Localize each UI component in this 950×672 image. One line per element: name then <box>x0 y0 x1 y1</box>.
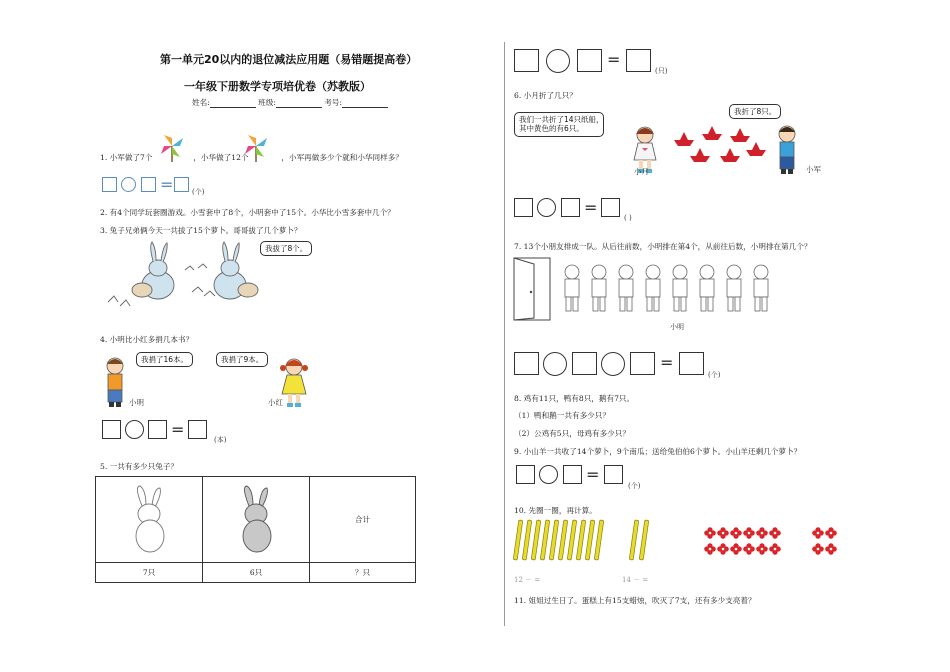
count-cell-blank[interactable]: ？只 <box>310 563 416 583</box>
question-6: 6. 小月折了几只？ <box>514 91 577 100</box>
class-blank[interactable] <box>276 100 322 108</box>
rabbits-illustration <box>100 240 280 315</box>
answer-box[interactable] <box>563 465 582 484</box>
answer-box[interactable] <box>174 177 189 192</box>
pinwheel-icon <box>242 132 270 162</box>
top-row-unit: (只) <box>655 67 668 75</box>
equals-sign: = <box>171 420 185 439</box>
name-blank[interactable] <box>210 100 256 108</box>
operator-circle[interactable] <box>539 465 558 484</box>
operator-circle[interactable] <box>601 352 625 376</box>
answer-box[interactable] <box>561 198 580 217</box>
student-info-line <box>192 97 388 108</box>
name-label: 姓名: <box>192 98 210 107</box>
name-label-xiaoyue: 小月 <box>634 167 649 176</box>
operator-circle[interactable] <box>537 198 556 217</box>
question-5: 5. 一共有多少只兔子？ <box>100 462 179 471</box>
q1-text-c: ，小军再做多少个就和小华同样多？ <box>281 153 403 162</box>
count-cell: 7只 <box>96 563 203 583</box>
question-7: 7. 13个小朋友排成一队。从后往前数，小明排在第4个，从前往后数，小明排在第几个？ <box>514 242 812 251</box>
question-8-part-2: （2）公鸡有5只，母鸡有多少只？ <box>514 429 630 438</box>
answer-box[interactable] <box>577 49 602 72</box>
number-blank[interactable] <box>342 100 388 108</box>
speech-bubble: 我折了8只。 <box>729 104 781 119</box>
rabbit-count-table <box>95 476 416 583</box>
answer-box[interactable] <box>679 352 704 375</box>
question-8: 8. 鸡有11只，鸭有8只，鹅有7只。 <box>514 394 635 403</box>
white-rabbit-icon <box>124 484 174 554</box>
answer-box[interactable] <box>514 352 539 375</box>
class-label: 班级: <box>258 98 276 107</box>
total-label-cell: 合计 <box>310 477 416 563</box>
equals-sign: = <box>607 50 621 69</box>
operator-circle[interactable] <box>546 49 570 73</box>
q1-text-a: 1. 小军做了7个 <box>100 153 153 162</box>
answer-box[interactable] <box>514 198 533 217</box>
answer-box[interactable] <box>572 352 597 375</box>
door-illustration <box>512 256 554 322</box>
answer-box[interactable] <box>514 49 539 72</box>
rabbit-picture-cell <box>96 477 203 563</box>
flowers-illustration <box>702 525 852 559</box>
question-9: 9. 小山羊一共收了14个萝卜，9个南瓜；送给兔伯伯6个萝卜。小山羊还剩几个萝卜？ <box>514 447 802 456</box>
answer-box[interactable] <box>604 465 623 484</box>
name-label-xiaohong: 小红 <box>268 398 283 407</box>
counting-sticks-illustration <box>512 518 662 562</box>
boy-xiaoming-figure <box>100 356 130 408</box>
q6-unit: ( ) <box>624 214 632 222</box>
name-label-xiaoming: 小明 <box>670 323 684 331</box>
answer-box[interactable] <box>626 49 651 72</box>
answer-box[interactable] <box>630 352 655 375</box>
equals-sign: = <box>586 465 600 484</box>
equals-sign: = <box>660 353 674 372</box>
speech-bubble: 我拔了8个。 <box>260 241 312 256</box>
boy-xiaojun-figure <box>772 124 802 176</box>
question-8-part-1: （1）鸭和鹅一共有多少只？ <box>514 411 610 420</box>
answer-box[interactable] <box>102 420 121 439</box>
q1-unit: (个) <box>192 188 205 196</box>
children-queue-illustration <box>560 262 782 324</box>
q9-unit: (个) <box>628 482 641 490</box>
q1-text-b: ，小华做了12个 <box>193 153 249 162</box>
speech-bubble: 我捐了16本。 <box>136 352 193 367</box>
question-10: 10. 先圈一圈，再计算。 <box>514 506 597 515</box>
expression-sticks[interactable]: 12 － = <box>514 576 541 584</box>
answer-box[interactable] <box>141 177 156 192</box>
rabbit-picture-cell <box>203 477 310 563</box>
name-label-xiaoming: 小明 <box>129 398 144 407</box>
page-title: 第一单元20以内的退位减法应用题（易错题提高卷） <box>160 53 418 66</box>
pinwheel-icon <box>158 132 186 162</box>
operator-circle[interactable] <box>125 420 144 439</box>
speech-bubble: 我捐了9本。 <box>216 352 268 367</box>
page-subtitle: 一年级下册数学专项培优卷（苏教版） <box>184 80 371 93</box>
answer-box[interactable] <box>102 177 117 192</box>
equals-sign: = <box>160 175 174 194</box>
q7-unit: (个) <box>708 371 721 379</box>
question-11: 11. 姐姐过生日了。蛋糕上有15支蜡烛，吹灭了7支，还有多少支亮着？ <box>514 596 756 605</box>
answer-box[interactable] <box>148 420 167 439</box>
question-2: 2. 有4个同学玩套圈游戏。小雪套中了8个，小明套中了15个。小华比小雪多套中几个？ <box>100 208 395 217</box>
paper-boats-illustration <box>672 126 768 166</box>
name-label-xiaojun: 小军 <box>806 165 821 174</box>
answer-box[interactable] <box>516 465 535 484</box>
answer-box[interactable] <box>601 198 620 217</box>
equals-sign: = <box>584 198 598 217</box>
speech-bubble: 我们一共折了14只纸船， 其中黄色的有6只。 <box>514 112 604 137</box>
question-3: 3. 兔子兄弟俩今天一共拔了15个萝卜。哥哥拔了几个萝卜？ <box>100 226 302 235</box>
count-cell: 6只 <box>203 563 310 583</box>
operator-circle[interactable] <box>543 352 567 376</box>
column-divider <box>504 42 505 626</box>
number-label: 考号: <box>324 98 343 107</box>
grey-rabbit-icon <box>231 484 281 554</box>
answer-box[interactable] <box>188 420 207 439</box>
expression-flowers[interactable]: 14 － = <box>622 576 649 584</box>
q4-unit: (本) <box>214 436 227 444</box>
operator-circle[interactable] <box>121 177 136 192</box>
question-4: 4. 小明比小红多捐几本书？ <box>100 335 194 344</box>
